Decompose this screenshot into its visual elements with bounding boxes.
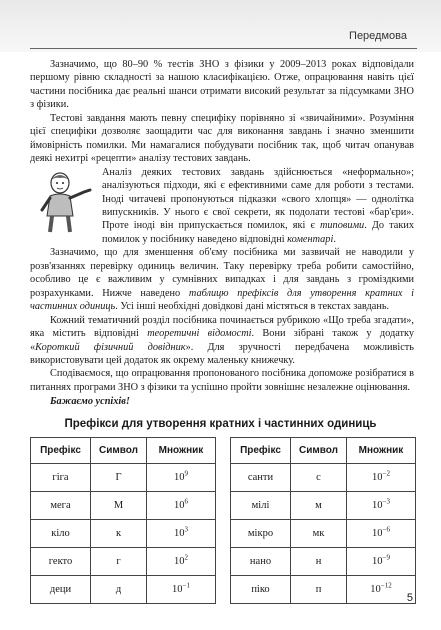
symbol-cell: д (91, 576, 147, 604)
multiplier-cell (147, 464, 216, 492)
multiplier-cell (347, 464, 416, 492)
header-multiplier: Множник (147, 438, 216, 464)
multiplier-cell (347, 492, 416, 520)
multiplier-exponent: −3 (382, 497, 390, 506)
multiplier-exponent: −6 (382, 525, 390, 534)
multiplier-cell (147, 548, 216, 576)
prefix-cell: гекто (31, 548, 91, 576)
prefix-tables (30, 437, 415, 599)
paragraph-4 (30, 246, 414, 313)
table-row (31, 492, 216, 520)
symbol-cell: н (291, 548, 347, 576)
paragraph-3 (30, 166, 414, 247)
paragraph-3-typical: типовими (319, 220, 365, 232)
paragraph-3-comments: коментарі (287, 233, 334, 245)
multiplier-base: 10 (172, 584, 183, 595)
multiplier-base: 10 (372, 556, 383, 567)
symbol-cell: мк (291, 520, 347, 548)
paragraph-4-text: Зазначимо, що для зменшення об'єму посібника ми зазвичай не наводили у розв'язаннях перевірку одиниць величин. Таку перевірку треба робити самостійно, особливо це є важливим у сумнівних випадках і для завдань з громіздкими розрахунками. Нижче наведено (30, 247, 414, 299)
multiplier-exponent: −12 (380, 581, 392, 590)
paragraph-5-text: Кожний тематичний розділ посібника починається рубрикою «Що треба згадати», яка містить відповідні (30, 314, 414, 340)
header-symbol: Символ (291, 438, 347, 464)
multiplier-exponent: 2 (184, 553, 188, 562)
page-number: 5 (406, 592, 413, 604)
multiplier-base: 10 (174, 528, 185, 539)
closing-wish: Бажаємо успіхів! (50, 396, 130, 408)
table-row (31, 576, 216, 604)
table-row (31, 548, 216, 576)
prefix-table-left (30, 437, 216, 604)
prefix-cell: деци (31, 576, 91, 604)
paragraph-5 (30, 314, 414, 368)
table-row (231, 548, 416, 576)
multiplier-base: 10 (370, 584, 381, 595)
header-prefix: Префікс (231, 438, 291, 464)
header-symbol: Символ (91, 438, 147, 464)
multiplier-cell (347, 520, 416, 548)
prefix-cell: санти (231, 464, 291, 492)
table-title: Префікси для утворення кратних і частинних одиниць (64, 418, 377, 430)
multiplier-cell (147, 492, 216, 520)
paragraph-4-table-ref: таблицю префіксів для утворення кратних і частинних одиниць (30, 287, 414, 313)
multiplier-exponent: −9 (382, 553, 390, 562)
multiplier-exponent: −1 (182, 581, 190, 590)
multiplier-cell (147, 576, 216, 604)
table-row (231, 464, 416, 492)
prefix-cell: піко (231, 576, 291, 604)
table-row (31, 520, 216, 548)
multiplier-base: 10 (372, 472, 383, 483)
multiplier-cell (347, 548, 416, 576)
paragraph-6: Сподіваємося, що опрацювання пропонованого посібника допоможе розібратися в питаннях програми ЗНО з фізики та успішно пройти зовнішнє незалежне оцінювання. (30, 368, 414, 393)
multiplier-cell (347, 576, 416, 604)
symbol-cell: м (291, 492, 347, 520)
table-row (231, 520, 416, 548)
multiplier-exponent: 6 (184, 497, 188, 506)
paragraph-5-handbook: Короткий фізичний довідник (35, 341, 186, 353)
symbol-cell: г (91, 548, 147, 576)
paragraph-3-text-2: . До таких помилок у посібнику наведено відповідні (102, 220, 414, 245)
header-prefix: Префікс (31, 438, 91, 464)
table-row (231, 576, 416, 604)
prefix-table-right (230, 437, 416, 604)
multiplier-exponent: 9 (184, 469, 188, 478)
symbol-cell: Г (91, 464, 147, 492)
multiplier-base: 10 (174, 556, 185, 567)
student-pointing-illustration-icon (30, 168, 96, 234)
table-row (31, 464, 216, 492)
paragraph-1: Зазначимо, що 80–90 % тестів ЗНО з фізики у 2009–2013 роках відповідали першому рівню складності за нашою класифікацією. Отже, опрацювання навіть цієї частини посібника дає реальні шанси отримати високий результат за підсумками ЗНО з фізики. (30, 59, 414, 111)
section-title: Передмова (349, 30, 407, 42)
body-text (30, 58, 414, 409)
symbol-cell: к (91, 520, 147, 548)
multiplier-cell (147, 520, 216, 548)
prefix-cell: мілі (231, 492, 291, 520)
multiplier-exponent: 3 (184, 525, 188, 534)
paragraph-3-end: . (333, 233, 336, 245)
paragraph-2: Тестові завдання мають певну специфіку порівняно зі «звичайними». Розуміння цієї специфіки дозволяє заощадити час для виконання завдань і значно зменшити ймовірність помилки. Ми намагалися побудувати посібник так, щоб читач опанував деякі нехитрі «рецепти» аналізу тестових завдань. (30, 112, 414, 165)
symbol-cell: М (91, 492, 147, 520)
prefix-cell: мега (31, 492, 91, 520)
symbol-cell: с (291, 464, 347, 492)
paragraph-4-end: . Усі інші необхідні довідкові дані містяться в текстах завдань. (115, 301, 390, 313)
header-rule (30, 48, 417, 49)
paragraph-5-end: ». Для зручності передбачена можливість використовувати цей додаток як окрему маленьку книжечку. (30, 341, 414, 366)
multiplier-base: 10 (174, 500, 185, 511)
header-multiplier: Множник (347, 438, 416, 464)
multiplier-exponent: −2 (382, 469, 390, 478)
multiplier-base: 10 (372, 528, 383, 539)
paragraph-3-text: Аналіз деяких тестових завдань здійснюється «неформально»; аналізуються підходи, які є ефективними саме для роботи з тестами. Іноді читачеві пропонуються підказки «свого хлопця» — однолітка випускників. У нього є свої секрети, як подолати тестові «бар'єри». Проте іноді він припускається помилок, які є (102, 166, 414, 232)
paragraph-5-theory: теоретичні відомості (147, 328, 252, 340)
prefix-cell: мікро (231, 520, 291, 548)
multiplier-base: 10 (372, 500, 383, 511)
prefix-cell: нано (231, 548, 291, 576)
symbol-cell: п (291, 576, 347, 604)
prefix-cell: гіга (31, 464, 91, 492)
paragraph-5-text-2: . Вони зібрані також у додатку « (30, 328, 414, 353)
multiplier-base: 10 (174, 472, 185, 483)
page-header-band (0, 0, 441, 52)
table-row (231, 492, 416, 520)
prefix-cell: кіло (31, 520, 91, 548)
